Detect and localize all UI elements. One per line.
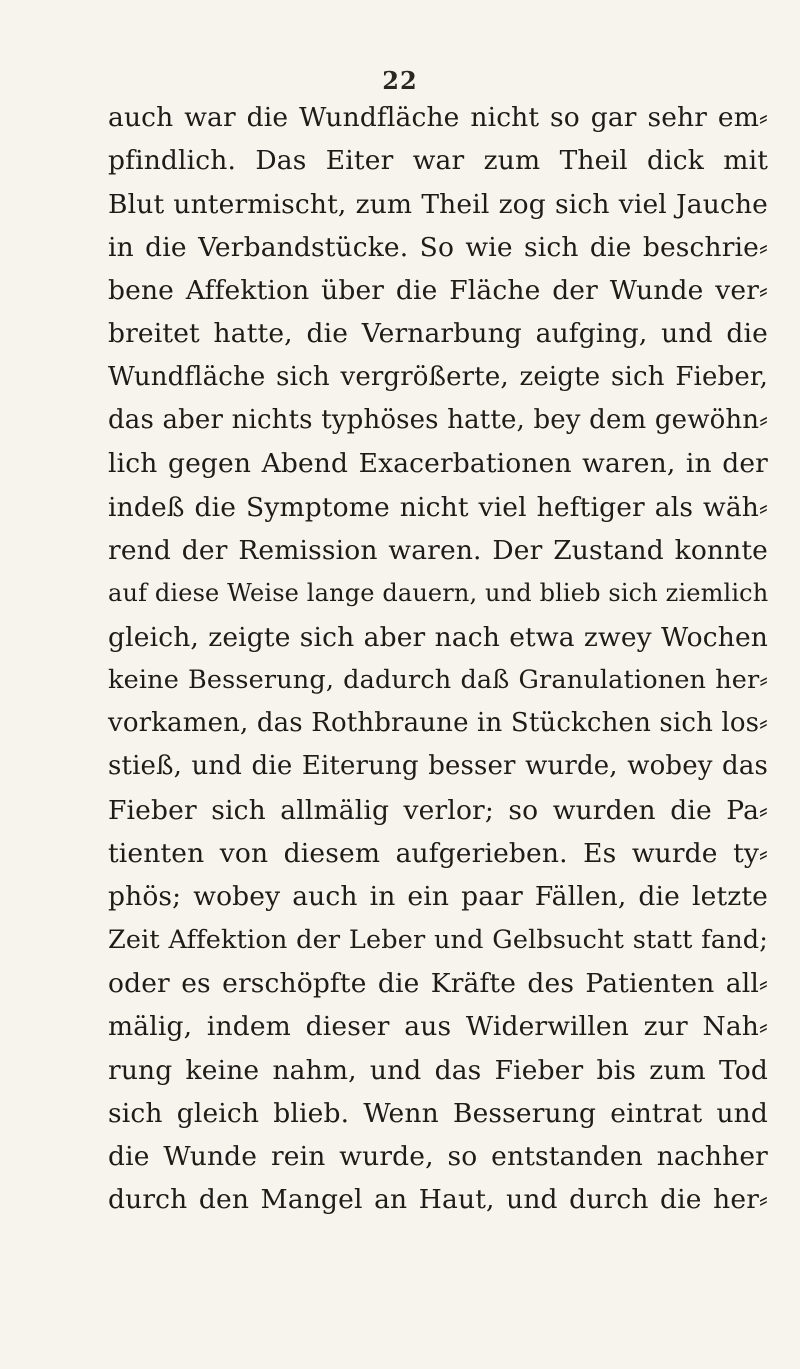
text-line: stieß, und die Eiterung besser wurde, wobey das bbox=[108, 751, 768, 782]
text-line: keine Besserung, dadurch daß Granulationen her⸗ bbox=[108, 664, 768, 695]
text-line: auf diese Weise lange dauern, und blieb sich ziemlich bbox=[108, 579, 769, 608]
text-line: indeß die Symptome nicht viel heftiger als wäh⸗ bbox=[108, 491, 768, 523]
text-line: die Wunde rein wurde, so entstanden nachher bbox=[108, 1141, 768, 1173]
text-line: in die Verbandstücke. So wie sich die beschrie⸗ bbox=[108, 231, 768, 263]
text-line: mälig, indem dieser aus Widerwillen zur Nah⸗ bbox=[108, 1011, 768, 1043]
body-text bbox=[108, 96, 768, 1222]
text-line: Wundfläche sich vergrößerte, zeigte sich Fieber, bbox=[108, 361, 768, 392]
text-line: tienten von diesem aufgerieben. Es wurde ty⸗ bbox=[108, 838, 768, 870]
text-line: Fieber sich allmälig verlor; so wurden die Pa⸗ bbox=[108, 794, 768, 826]
text-line: sich gleich blieb. Wenn Besserung eintrat und bbox=[108, 1097, 768, 1129]
text-line: durch den Mangel an Haut, und durch die her⸗ bbox=[108, 1184, 768, 1216]
text-line: rung keine nahm, und das Fieber bis zum Tod bbox=[108, 1054, 768, 1086]
text-line: lich gegen Abend Exacerbationen waren, in der bbox=[108, 448, 768, 480]
text-line: breitet hatte, die Vernarbung aufging, und die bbox=[108, 318, 768, 350]
text-line: gleich, zeigte sich aber nach etwa zwey Wochen bbox=[108, 621, 768, 653]
page-number: 22 bbox=[382, 66, 418, 95]
text-line: Zeit Affektion der Leber und Gelbsucht statt fand; bbox=[108, 924, 768, 955]
text-line: auch war die Wundfläche nicht so gar sehr em⸗ bbox=[108, 102, 768, 133]
text-line: Blut untermischt, zum Theil zog sich viel Jauche bbox=[108, 188, 768, 220]
text-line: bene Affektion über die Fläche der Wunde ver⸗ bbox=[108, 275, 768, 307]
text-line: rend der Remission waren. Der Zustand konnte bbox=[108, 534, 768, 566]
text-line: pfindlich. Das Eiter war zum Theil dick mit bbox=[108, 145, 768, 177]
text-line: das aber nichts typhöses hatte, bey dem gewöhn⸗ bbox=[108, 405, 768, 436]
text-line: vorkamen, das Rothbraune in Stückchen sich los⸗ bbox=[108, 708, 768, 739]
text-line: phös; wobey auch in ein paar Fällen, die letzte bbox=[108, 881, 768, 913]
text-line: oder es erschöpfte die Kräfte des Patienten all⸗ bbox=[108, 967, 768, 999]
